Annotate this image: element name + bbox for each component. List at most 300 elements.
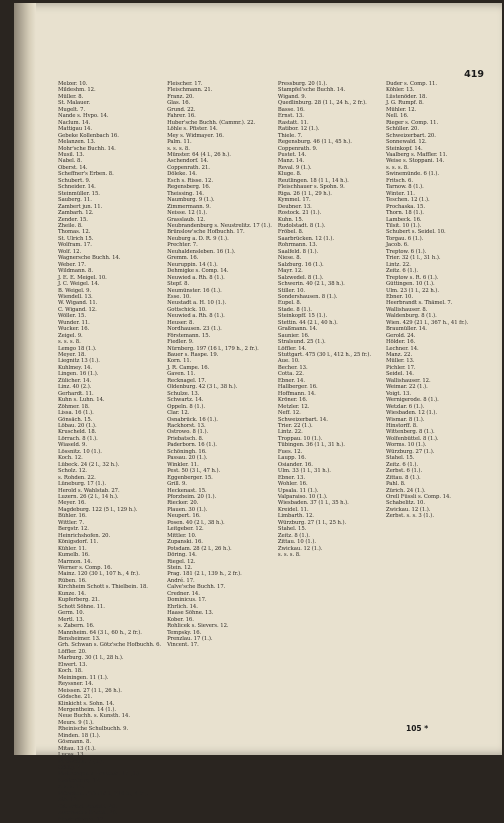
index-entry: Heerbrandt s. Thämel. 7. xyxy=(385,300,453,307)
index-entry: Neubrandenburg s. Neustrelitz. 17 (1.). xyxy=(167,222,272,229)
index-entry: Kuhn s. Luhn. 14. xyxy=(58,397,105,404)
index-entry: Mitau. 13 (1.). xyxy=(58,745,96,752)
index-entry: Pustet. 14. xyxy=(277,151,307,158)
index-entry: München. 233 (18 l., 210 h., 4 fr.). xyxy=(58,790,149,797)
index-entry: Winkler. 11. xyxy=(167,461,199,468)
index-entry: Wolfram. 17. xyxy=(58,242,92,249)
index-entry: Passau. 20 (1.). xyxy=(167,455,208,462)
index-entry: Zupanski. 16. xyxy=(167,539,203,546)
index-entry: Stuttgart. 475 (30 l., 412 h., 25 fr.). xyxy=(277,352,372,359)
index-entry: Naumburg. 9 (1.). xyxy=(167,197,215,204)
index-entry: Rastatt. 11. xyxy=(277,119,309,126)
index-entry: Löbau. 20 (1.). xyxy=(58,423,97,430)
index-entry: Duder s. Comp. 11. xyxy=(385,81,437,87)
index-entry: Teschen. 12 (1.). xyxy=(385,197,430,204)
index-entry: Grasslaub. 12. xyxy=(167,216,206,223)
index-entry: Trier. 22 (1.). xyxy=(277,423,313,430)
index-entry: Gaven. 11. xyxy=(167,371,196,378)
index-entry: Ebner. 13. xyxy=(277,474,305,481)
index-entry: Riegel. 12. xyxy=(167,558,196,565)
index-entry: Kirchheim Schott s. Thielbein. 18. xyxy=(58,584,148,591)
index-entry: Kuhlmey. 14. xyxy=(58,364,92,371)
index-entry: Koch. 12. xyxy=(58,455,83,462)
index-entry: Lingen. 16 (1.). xyxy=(58,371,99,378)
index-entry: Worms. 10 (1.). xyxy=(385,442,427,449)
index-entry: Müller. 13. xyxy=(385,358,415,365)
index-entry: Calve'sche Buchh. 17. xyxy=(167,584,226,591)
column-2 xyxy=(167,81,272,719)
index-entry: Kühler. 11. xyxy=(58,545,87,552)
index-entry: Rackhorst. 13. xyxy=(167,423,206,430)
index-entry: Ulm. 33 (1 l., 31 h.). xyxy=(277,468,331,475)
index-entry: Gremm. 16. xyxy=(167,255,199,262)
index-entry: Weimar. 22 (1.). xyxy=(385,384,428,391)
index-entry: Zöhmer. 18. xyxy=(58,403,90,410)
index-entry: Liegnitz 13 (1.). xyxy=(58,358,100,365)
index-entry: Stahel. 15. xyxy=(277,526,307,533)
index-entry: Wigand. 9. xyxy=(277,93,307,100)
index-entry: Grund. 22. xyxy=(167,106,196,113)
index-entry: Korn. 11. xyxy=(167,358,192,365)
index-entry: Kreidel. 11. xyxy=(277,506,309,513)
index-entry: Thiele. 7. xyxy=(277,132,303,139)
index-entry: Mohrungen s. Braunsb. 17 (1.). xyxy=(58,771,141,778)
index-entry: Stampfel'sche Buchh. 14. xyxy=(277,87,346,94)
index-entry: Neustadt a. H. 10 (1.). xyxy=(167,300,227,307)
index-entry: Manz. 14. xyxy=(277,158,305,165)
index-entry: Leitgeber. 12. xyxy=(167,526,204,533)
index-entry: J. C. Weigel. 14. xyxy=(58,281,100,288)
index-entry: Wittenberg. 8 (1.). xyxy=(385,429,435,436)
index-entry: Kruscheld. 18. xyxy=(58,429,97,436)
index-entry: Ath. 12. xyxy=(58,797,79,804)
index-entry: Elwert. 13. xyxy=(58,661,88,668)
index-entry: Schweizerbart. 20. xyxy=(385,132,436,139)
index-entry: Zwickau. 12 (1.). xyxy=(385,506,431,513)
index-entry: Steinmüller. 15. xyxy=(58,190,100,197)
index-entry: Neuburg a. D. R. 9 (1.). xyxy=(167,235,229,242)
index-entry: St. Malauer. xyxy=(58,100,91,107)
index-entry: Ernst. 13. xyxy=(277,113,304,120)
index-entry: Lemgo 18 (1.). xyxy=(58,345,97,352)
index-entry: Tarnow. 8 (1.). xyxy=(385,184,424,191)
column-3 xyxy=(278,81,380,719)
index-entry: Torgau. 6 (1.). xyxy=(385,235,424,242)
index-entry: Zwickau. 12 (1.). xyxy=(277,545,323,552)
index-entry: Göllig. 7. xyxy=(58,765,82,772)
index-entry: Brünslow'sche Hofbuchh. 17. xyxy=(167,229,245,236)
index-entry: Reyssner. 14. xyxy=(58,681,94,688)
index-entry: Musil. 13. xyxy=(58,151,85,158)
index-entry: Königsdorf. 11. xyxy=(58,539,99,546)
index-entry: Neue Buchh. s. Kunsth. 14. xyxy=(58,713,130,720)
index-entry: Osiander. 16. xyxy=(277,461,313,468)
index-entry: Stiller. 10. xyxy=(277,287,306,294)
index-entry: Finsterlingen. 12. xyxy=(58,816,105,823)
index-entry: Germ. 10. xyxy=(58,610,85,617)
index-entry: Döleke. 14. xyxy=(167,171,197,178)
index-entry: Haase Söhne. 13. xyxy=(167,610,214,617)
index-entry: Schüller. 20. xyxy=(385,126,419,133)
index-entry: Güttingen. 10 (1.). xyxy=(385,281,435,288)
index-entry: Rheinische Schulbuchh. 9. xyxy=(58,726,129,733)
index-entry: Zheile. 8. xyxy=(58,222,83,229)
index-entry: Wiendell. 13. xyxy=(58,293,93,300)
index-entry: Oppeln. 8 (1.). xyxy=(167,403,205,410)
index-entry: Stahel. 15. xyxy=(385,455,415,462)
index-entry: Vincent. 17. xyxy=(167,642,199,649)
index-entry: Gebeke Kollenbach 16. xyxy=(58,132,119,139)
index-entry: Rieger s. Comp. 11. xyxy=(385,119,439,126)
index-entry: Hoffmann. 14. xyxy=(277,390,316,397)
index-entry: Winter. 11. xyxy=(385,190,415,197)
index-entry: Zimmermann. 9. xyxy=(167,203,211,210)
index-entry: Neff. 12. xyxy=(277,410,301,417)
index-entry: J. R. Campe. 16. xyxy=(167,364,210,371)
index-entry: Auerbach's Buchh. 20. xyxy=(58,810,118,817)
index-entry: Heuser. 8. xyxy=(167,319,194,326)
index-entry: Wucker. 16. xyxy=(58,326,90,333)
index-entry: Lübeck. 24 (2 l., 32 h.). xyxy=(58,461,120,468)
index-entry: Schubert s. Seidel. 10. xyxy=(385,229,446,236)
index-entry: Mittweida. 7 (1.). xyxy=(58,758,104,765)
index-entry: Meiningen. 11 (1.). xyxy=(58,674,109,681)
index-entry: Stralsund. 25 (1.). xyxy=(277,339,326,346)
index-entry: Meyer. 16. xyxy=(58,500,86,507)
index-entry: Wöller. 15. xyxy=(58,313,86,320)
index-entry: Gödsche. 21. xyxy=(58,694,93,701)
column-4 xyxy=(386,81,488,719)
index-entry: Schwartz. 14. xyxy=(167,397,204,404)
index-entry: Wagnersche Buchh. 14. xyxy=(58,255,121,262)
index-entry: Esse. 10. xyxy=(167,293,191,300)
index-entry: Schneider. 14. xyxy=(58,184,96,191)
index-entry: Stein. 12. xyxy=(167,564,193,571)
index-entry: s. Rohden. 22. xyxy=(58,474,96,481)
index-entry: Münster. 64 (4 l., 26 h.). xyxy=(167,151,231,158)
index-entry: Zülicher. 14. xyxy=(58,377,92,384)
index-entry: Oberst. 14. xyxy=(58,164,88,171)
index-entry: Werner s. Comp. 16. xyxy=(58,564,113,571)
index-entry: Lintz. 22. xyxy=(277,429,303,436)
index-entry: Melanzen. 13. xyxy=(58,139,96,146)
index-entry: Lucas. 13. xyxy=(58,752,86,759)
index-entry: Neuruppin. 14 (1.). xyxy=(167,261,218,268)
index-entry: Mertl. 13. xyxy=(58,616,85,623)
index-entry: Wernigerode. 8 (1.). xyxy=(385,397,439,404)
index-entry: Sondershausen. 8 (1.). xyxy=(277,293,338,300)
index-entry: Stade. 8 (1.). xyxy=(277,306,312,313)
index-entry: Herold s. Wahlstab. 27. xyxy=(58,487,120,494)
index-entry: Rohlicek s. Sievers. 12. xyxy=(167,623,229,630)
index-entry: Fahrer. 16. xyxy=(167,113,196,120)
index-entry: Neupert. 16. xyxy=(167,513,201,520)
index-entry: W. Wigand. 11. xyxy=(58,300,98,307)
index-entry: St. Ulrich 15. xyxy=(58,235,94,242)
index-entry: Prag. 181 (2 l., 139 h., 2 fr.). xyxy=(167,571,242,578)
index-entry: Zeigel. 9. xyxy=(58,332,83,339)
index-entry: Hallberger. 16. xyxy=(277,384,318,391)
index-entry: Mattigau 14. xyxy=(58,126,93,133)
index-entry: Kumelb. 16. xyxy=(58,552,90,559)
index-entry: Eupel. 8. xyxy=(277,300,302,307)
index-entry: Zerbst. 6 (1.). xyxy=(385,468,423,475)
index-entry: Mayr. 12. xyxy=(277,268,303,275)
index-entry: Nell. 16. xyxy=(385,113,409,120)
index-entry: Kupferberg. 21. xyxy=(58,597,100,604)
index-entry: Glas. 16. xyxy=(167,100,191,107)
index-entry: Zittau. 10 (1.). xyxy=(277,539,316,546)
index-entry: J. G. Rumpf. 8. xyxy=(385,100,424,107)
index-entry: Mannheim. 64 (3 l., 60 h., 2 fr.). xyxy=(58,629,142,636)
index-entry: Müller. 8. xyxy=(58,93,84,100)
index-entry: Dominicus. 17. xyxy=(167,597,207,604)
index-entry: Mergentheim. 14 (1.). xyxy=(58,706,117,713)
index-entry: Gönsäch. 15. xyxy=(58,416,93,423)
index-entry: Kröner. 16. xyxy=(277,397,308,404)
index-entry: Bensheimer. 13. xyxy=(58,635,101,642)
index-entry: Köhler. 13. xyxy=(385,87,415,94)
index-entry: Döring. 14. xyxy=(167,552,197,559)
index-entry: Zeitz. 8 (1.). xyxy=(277,532,310,539)
index-entry: Sonnewald. 12. xyxy=(385,139,427,146)
index-entry: Manz. 22. xyxy=(385,352,413,359)
index-entry: Grill. 9. xyxy=(167,481,187,488)
index-entry: Schott Söhne. 11. xyxy=(58,603,105,610)
index-entry: Mildeshm. 12. xyxy=(58,87,96,94)
index-entry: Bergstr. 12. xyxy=(58,526,89,533)
index-entry: Stettin. 44 (2 l., 40 h.). xyxy=(277,319,338,326)
index-entry: Cit.-artist. Anstalt. 20. xyxy=(58,803,117,810)
index-entry: Aue. 10. xyxy=(277,358,300,365)
index-entry: Lössnitz. 10 (1.). xyxy=(58,448,102,455)
index-entry: Schwerin. 40 (2 l., 38 h.). xyxy=(277,281,345,288)
index-entry: Salzburg. 16 (1.). xyxy=(277,261,324,268)
index-entry: Basse. 16. xyxy=(277,106,305,113)
page-number: 419 xyxy=(464,69,484,80)
index-entry: Tübingen. 36 (1 l., 31 h.). xyxy=(277,442,345,449)
index-entry: B. Weigel. 9. xyxy=(58,287,92,294)
index-entry: Becher. 13. xyxy=(277,364,308,371)
index-entry: Wohler. 16. xyxy=(277,481,308,488)
index-entry: Fiedler. 9. xyxy=(167,339,194,346)
index-entry: Nürnberg. 197 (16 l., 179 h., 2 fr.). xyxy=(167,345,259,352)
index-entry: André. 17. xyxy=(167,577,195,584)
index-entry: Plauen. 30 (1.). xyxy=(167,506,208,513)
index-entry: Riga. 26 (1 l., 29 h.). xyxy=(277,190,332,197)
index-entry: Prechter. 7. xyxy=(167,242,198,249)
index-entry: Heinrichshofen. 20. xyxy=(58,532,111,539)
index-entry: Pichler. 17. xyxy=(385,364,416,371)
index-entry: Potsdam. 28 (2 l., 26 h.). xyxy=(167,545,232,552)
index-entry: Braumüller. 14. xyxy=(385,326,427,333)
index-entry: Franz. 20. xyxy=(167,93,194,100)
index-entry: C. Wigand. 12. xyxy=(58,306,97,313)
index-entry: Neisse. 12 (1.). xyxy=(167,210,207,217)
index-entry: Esch s. Risse. 12. xyxy=(167,177,213,184)
index-entry: s. s. s. 8. xyxy=(385,164,409,171)
index-entry: Pahl. 8. xyxy=(385,481,406,488)
index-entry: Wallishauser. 12. xyxy=(385,377,431,384)
index-entry: Koch. 18. xyxy=(58,668,83,675)
index-entry: Cotta. 22. xyxy=(277,371,304,378)
index-entry: Scholz. 12. xyxy=(58,468,87,475)
index-entry: Zittau. 8 (1.). xyxy=(385,474,421,481)
index-entry: Scheffner's Erben. 8. xyxy=(58,171,114,178)
index-entry: Gösmann. 8. xyxy=(58,739,92,746)
index-entry: Saunier. 16. xyxy=(277,332,310,339)
index-entry: Wunder. 11. xyxy=(58,319,90,326)
index-entry: Tempsky. 16. xyxy=(167,629,202,636)
index-entry: Wolfenbüttel. 8 (1.). xyxy=(385,435,439,442)
index-entry: Ostrowo. 8 (1.). xyxy=(167,429,209,436)
index-entry: Linz. 40 (2.). xyxy=(58,384,92,391)
index-entry: Gerhardt. 11. xyxy=(58,390,94,397)
index-entry: Recknagel. 17. xyxy=(167,377,207,384)
index-entry: Fleischmann. 21. xyxy=(167,87,213,94)
index-entry: Limbarth. 12. xyxy=(277,513,314,520)
index-entry: s. s. s. 8. xyxy=(167,145,190,152)
index-entry: Kunze. 14. xyxy=(58,590,86,597)
index-entry: Meyer. 18. xyxy=(58,352,86,359)
index-entry: Schweizerbart. 14. xyxy=(277,416,328,423)
index-entry: Wiesbaden. 37 (1 l., 35 h.). xyxy=(277,500,349,507)
index-entry: Lambeck. 16. xyxy=(385,216,422,223)
index-entry: Dehmigke s. Comp. 14. xyxy=(167,268,229,275)
index-entry: Mainz. 120 (30 l., 107 h., 4 fr.). xyxy=(58,571,140,578)
index-entry: Würzburg. 27 (1 l., 25 h.). xyxy=(277,519,347,526)
index-entry: Fleischhauer s. Spohn. 9. xyxy=(277,184,345,191)
index-entry: Aschendorf. 14. xyxy=(167,158,209,165)
index-entry: Rüben. 16. xyxy=(58,577,87,584)
index-entry: Wittler. 7. xyxy=(58,519,84,526)
index-entry: Magdeburg. 122 (5 l., 129 h.). xyxy=(58,506,138,513)
index-entry: Rautenberg. 17. xyxy=(58,777,101,784)
index-entry: Schöningh. 16. xyxy=(167,448,207,455)
index-entry: Wismar. 8 (1.). xyxy=(385,416,425,423)
index-entry: Kymmel. 17. xyxy=(277,197,311,204)
index-entry: Riecker. 20. xyxy=(167,500,199,507)
index-entry: Vaalberg s. Maffler. 11. xyxy=(385,151,448,158)
book-page xyxy=(14,3,502,823)
index-entry: Huber'sche Buchh. (Cammr.). 22. xyxy=(167,119,256,126)
index-entry: Löhle s. Pfister. 14. xyxy=(167,126,218,133)
index-entry: Clar. 12. xyxy=(167,410,190,417)
index-entry: Marmon. 14. xyxy=(58,558,92,565)
index-entry: Coppenrath. 9. xyxy=(277,145,318,152)
index-entry: Löffler. 20. xyxy=(58,648,87,655)
index-entry: Sauberg. 11. xyxy=(58,197,92,204)
index-entry: Thomas. 12. xyxy=(58,229,91,236)
index-entry: Wiesbaden. 12 (1.). xyxy=(385,410,438,417)
index-entry: Meurs. 9 (1.). xyxy=(58,719,94,726)
index-entry: Prenzlau. 17 (1.). xyxy=(167,635,213,642)
index-entry: Grh. Schwan s. Götz'sche Hofbuchh. 6. xyxy=(58,642,162,649)
index-entry: Wetzlar. 6 (1.). xyxy=(385,403,425,410)
index-entry: Seidel. 14. xyxy=(385,371,414,378)
index-entry: Troppau. 10 (1.). xyxy=(277,435,323,442)
index-entry: Ratibor. 12 (1.). xyxy=(277,126,320,133)
index-entry: Zeitz. 6 (1.). xyxy=(385,268,418,275)
index-entry: Waldenburg. 8 (1.). xyxy=(385,313,437,320)
index-entry: Pest. 50 (3 l., 47 h.). xyxy=(167,468,221,475)
index-entry: Metzler. 12. xyxy=(277,403,310,410)
index-entry: Marburg. 30 (1 l., 28 h.). xyxy=(58,655,124,662)
index-entry: Hinstorff. 8. xyxy=(385,423,418,430)
column-1 xyxy=(58,81,162,823)
index-entry: Saarbrücken. 12 (1.). xyxy=(277,235,335,242)
index-entry: Paderborn. 16 (1.). xyxy=(167,442,217,449)
index-entry: Wallishauser. 8. xyxy=(385,306,428,313)
index-entry: Weber. 17. xyxy=(58,261,86,268)
index-entry: Coppenrath. 21. xyxy=(167,164,210,171)
index-entry: Nabel. 8. xyxy=(58,158,82,165)
index-entry: Fritsch. 6. xyxy=(385,177,413,184)
index-entry: Weise s. Stoppani. 14. xyxy=(385,158,445,165)
index-entry: Voigt. 13. xyxy=(385,390,411,397)
index-entry: Heckenast. 15. xyxy=(167,487,207,494)
index-entry: s. s. s. 8. xyxy=(277,552,301,559)
index-entry: Zerbst. s. s. 3 (1.). xyxy=(385,513,434,520)
index-entry: Zürich. 24 (1.). xyxy=(385,487,426,494)
index-entry: Klinkicht s. Sohn. 14. xyxy=(58,700,115,707)
index-entry: Gerold. 24. xyxy=(385,332,416,339)
index-entry: Nande s. Hvpo. 14. xyxy=(58,113,109,120)
index-entry: Mohr'sche Buchh. 14. xyxy=(58,145,116,152)
index-entry: Wildmann. 8. xyxy=(58,268,93,275)
index-entry: Mugelt. 7. xyxy=(58,106,86,113)
index-entry: Lörrach. 8 (1.). xyxy=(58,435,98,442)
index-entry: Steinkopf. 14. xyxy=(385,145,423,152)
index-entry: Wien. 429 (21 l., 367 h., 41 fr.). xyxy=(385,319,469,326)
index-entry: Zambarh. 12. xyxy=(58,210,94,217)
index-entry: Oldenburg. 42 (3 l., 38 h.). xyxy=(167,384,238,391)
index-entry: Bauer s. Raspe. 19. xyxy=(167,352,219,359)
index-entry: Regensburg. 46 (1 l., 45 h.). xyxy=(277,139,352,146)
index-entry: Zambert jun. 11. xyxy=(58,203,103,210)
index-entry: Laupp. 16. xyxy=(277,455,307,462)
signature-mark: 105 * xyxy=(406,724,429,733)
index-entry: Quedlinburg. 28 (1 l., 24 h., 2 fr.). xyxy=(277,100,367,107)
index-entry: Osnabrück. 16 (1.). xyxy=(167,416,218,423)
index-entry: Regensberg. 16. xyxy=(167,184,211,191)
index-entry: Saalfeld. 8 (1.). xyxy=(277,248,319,255)
index-entry: Ebner. 10. xyxy=(385,293,413,300)
index-entry: Neumünster. 16 (1.). xyxy=(167,287,222,294)
index-entry: Hölder. 16. xyxy=(385,339,416,346)
index-entry: Credner. 14. xyxy=(167,590,200,597)
index-entry: Reutlingen. 18 (1 l., 14 h.). xyxy=(277,177,349,184)
index-entry: Kober. 16. xyxy=(167,616,194,623)
index-entry: Lechner. 14. xyxy=(385,345,419,352)
index-entry: Schulze. 13. xyxy=(167,390,200,397)
index-entry: s. s. s. 18. xyxy=(58,784,85,791)
index-entry: Ulm. 23 (1 l., 22 h.). xyxy=(385,287,439,294)
index-entry: Upsala. 11 (1.). xyxy=(277,487,319,494)
index-entry: Priebatsch. 8. xyxy=(167,435,204,442)
index-entry: s. Zabern. 16. xyxy=(58,623,95,630)
index-entry: Treptow s. R. 6 (1.). xyxy=(385,274,439,281)
index-entry: Deubner. 13. xyxy=(277,203,312,210)
index-entry: Lissa. 16 (1.). xyxy=(58,410,94,417)
index-entry: Rostock. 21 (1.). xyxy=(277,210,322,217)
index-entry: Orell Füssli s. Comp. 14. xyxy=(385,494,451,500)
index-entry: Fues. 12. xyxy=(277,448,303,455)
index-entry: Swinemünde. 6 (1.). xyxy=(385,171,440,178)
index-entry: Nordhausen. 23 (1.). xyxy=(167,326,222,333)
index-entry: Steinkopff. 15 (1.). xyxy=(277,313,328,320)
index-entry: Tilsit. 10 (1.). xyxy=(385,222,422,229)
